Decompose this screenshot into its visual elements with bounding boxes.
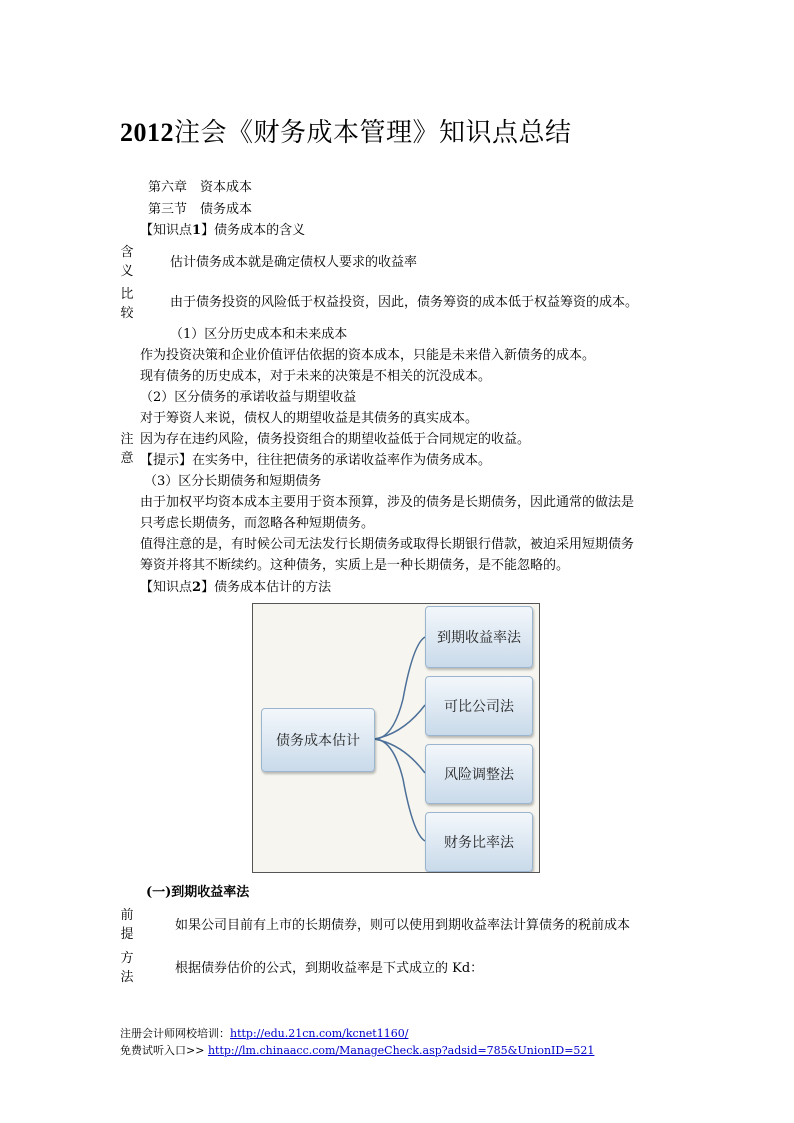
page-title <box>120 112 572 149</box>
note-line: 筹资并将其不断续约。这种债务，实质上是一种长期债务，是不能忽略的。 <box>140 558 570 573</box>
method-diagram <box>252 603 540 873</box>
title-year: 2012 <box>120 118 174 147</box>
note-line: 只考虑长期债务，而忽略各种短期债务。 <box>140 516 375 531</box>
footer-line-1 <box>120 1026 408 1042</box>
method-1-heading: (一)到期收益率法 <box>146 885 250 900</box>
note-label: 注意 <box>120 432 134 466</box>
kp2-number: 2 <box>192 580 202 595</box>
note-line: （2）区分债务的承诺收益与期望收益 <box>140 390 357 405</box>
kp2-open: 【知识点 <box>140 580 193 595</box>
note-line: 现有债务的历史成本，对于未来的决策是不相关的沉没成本。 <box>140 369 492 384</box>
note-line: 作为投资决策和企业价值评估依据的资本成本，只能是未来借入新债务的成本。 <box>140 348 596 363</box>
kp2-close: 】 <box>201 580 215 595</box>
footer-link-2[interactable]: http://lm.chinaacc.com/ManageCheck.asp?adsid=785&UnionID=521 <box>207 1044 595 1057</box>
diagram-branch-node: 到期收益率法 <box>425 606 533 668</box>
diagram-root-node: 债务成本估计 <box>261 708 375 772</box>
connector-line <box>374 739 425 841</box>
note-line: 值得注意的是，有时候公司无法发行长期债务或取得长期银行借款，被迫采用短期债务 <box>140 537 635 552</box>
premise-text: 如果公司目前有上市的长期债券，则可以使用到期收益率法计算债务的税前成本 <box>175 918 631 933</box>
connector-line <box>374 637 425 739</box>
footer-label-1: 注册会计师网校培训： <box>120 1027 230 1040</box>
premise-label: 前提 <box>120 908 134 942</box>
knowledge-point-2-heading <box>140 580 331 596</box>
meaning-label: 含义 <box>120 245 134 279</box>
diagram-branch-node: 可比公司法 <box>425 676 533 736</box>
title-text: 注会《财务成本管理》知识点总结 <box>174 118 572 148</box>
method-text: 根据债券估价的公式，到期收益率是下式成立的 Kd： <box>175 961 484 976</box>
kp2-text: 债务成本估计的方法 <box>214 580 332 595</box>
diagram-branch-node: 财务比率法 <box>425 812 533 872</box>
note-line: 由于加权平均资本成本主要用于资本预算，涉及的债务是长期债务，因此通常的做法是 <box>140 495 635 510</box>
knowledge-point-1-heading <box>140 223 305 239</box>
footer-line-2 <box>120 1043 594 1059</box>
kp1-text: 债务成本的含义 <box>214 223 306 238</box>
compare-text: 由于债务投资的风险低于权益投资，因此，债务筹资的成本低于权益筹资的成本。 <box>170 295 639 310</box>
footer-label-2: 免费试听入口>> <box>120 1044 208 1057</box>
kp1-close: 】 <box>201 223 215 238</box>
note-line: 对于筹资人来说，债权人的期望收益是其债务的真实成本。 <box>140 411 479 426</box>
diagram-branch-node: 风险调整法 <box>425 744 533 804</box>
kp1-open: 【知识点 <box>140 223 193 238</box>
footer-link-1[interactable]: http://edu.21cn.com/kcnet1160/ <box>230 1027 409 1040</box>
note-line: （3）区分长期债务和短期债务 <box>144 474 322 489</box>
method-label: 方法 <box>120 951 134 985</box>
kp1-number: 1 <box>192 223 202 238</box>
meaning-text: 估计债务成本就是确定债权人要求的收益率 <box>170 255 418 270</box>
chapter-heading: 第六章 资本成本 <box>148 180 253 195</box>
note-line: （1）区分历史成本和未来成本 <box>170 327 348 342</box>
section-heading: 第三节 债务成本 <box>148 202 253 217</box>
note-line: 【提示】在实务中，往往把债务的承诺收益率作为债务成本。 <box>140 453 492 468</box>
compare-label: 比较 <box>120 287 134 321</box>
note-line: 因为存在违约风险，债务投资组合的期望收益低于合同规定的收益。 <box>140 432 531 447</box>
